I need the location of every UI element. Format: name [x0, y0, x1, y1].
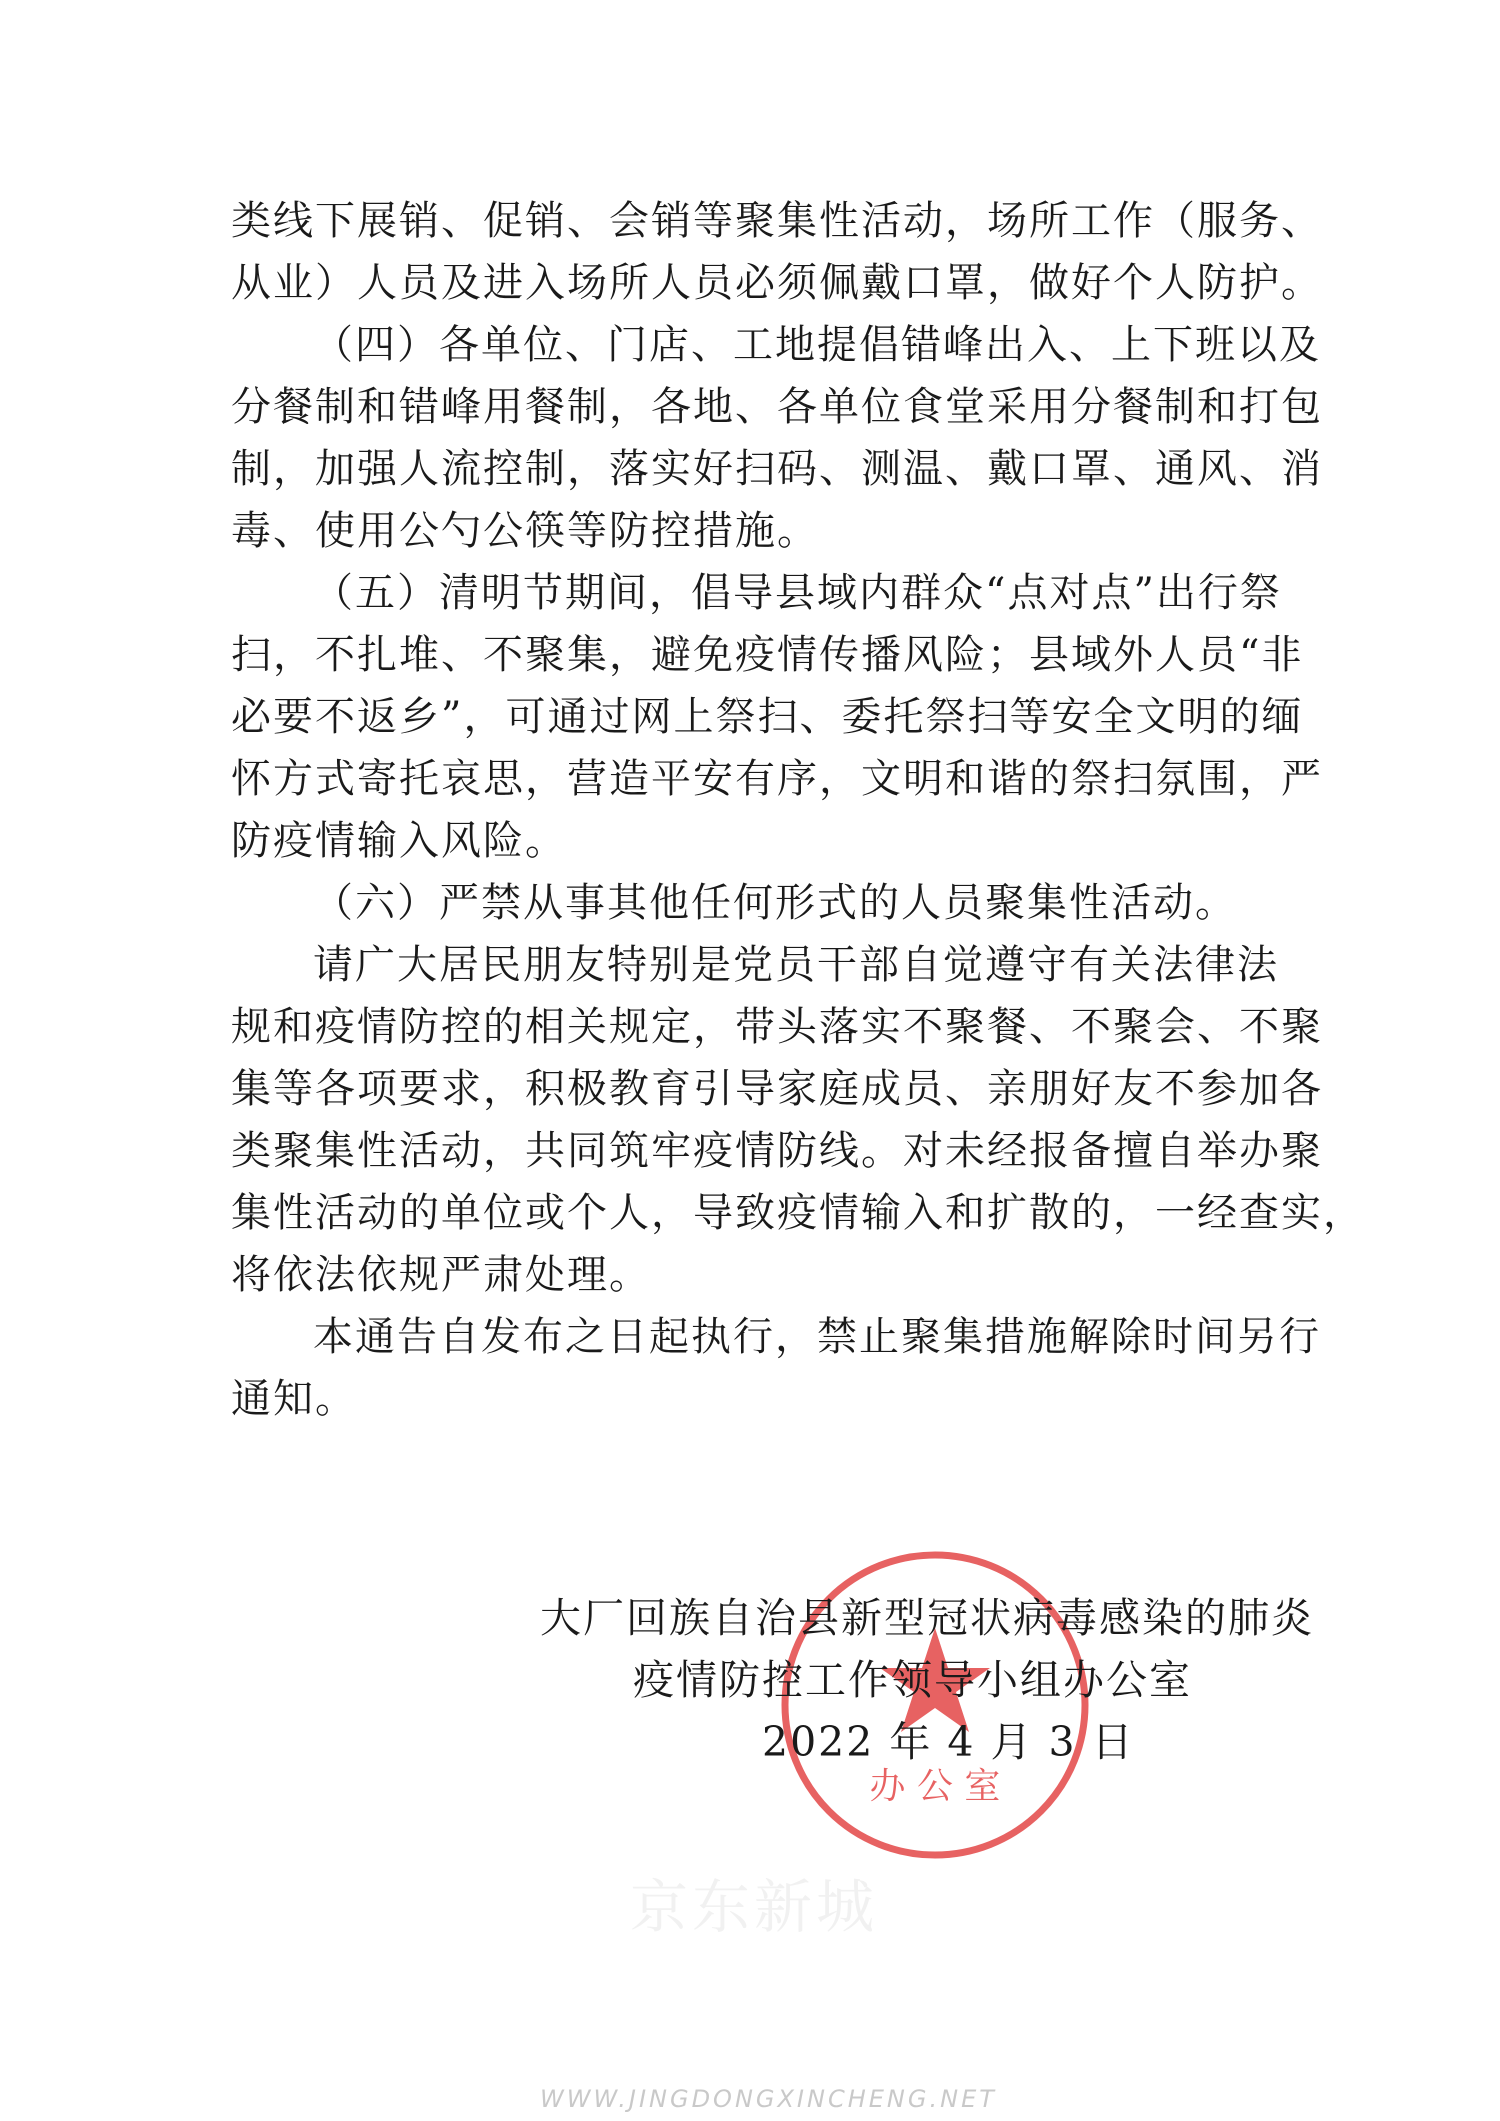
watermark-middle: 京东新城 — [630, 1873, 879, 1941]
text-line: 类线下展销、促销、会销等聚集性活动，场所工作（服务、 — [231, 198, 1323, 244]
text-line: 集等各项要求，积极教育引导家庭成员、亲朋好友不参加各 — [231, 1066, 1323, 1112]
text-line: 集性活动的单位或个人，导致疫情输入和扩散的，一经查实， — [231, 1190, 1365, 1236]
text-line: （四）各单位、门店、工地提倡错峰出入、上下班以及 — [313, 322, 1321, 368]
text-line: 制，加强人流控制，落实好扫码、测温、戴口罩、通风、消 — [231, 446, 1323, 492]
text-line: 分餐制和错峰用餐制，各地、各单位食堂采用分餐制和打包 — [231, 384, 1323, 430]
text-line: 从业）人员及进入场所人员必须佩戴口罩，做好个人防护。 — [231, 260, 1323, 306]
issuing-organization-line1: 大厂回族自治县新型冠状病毒感染的肺炎 — [540, 1594, 1314, 1642]
notice-body — [231, 190, 1365, 1430]
text-line: 扫，不扎堆、不聚集，避免疫情传播风险；县域外人员“非 — [231, 632, 1304, 678]
text-line: 毒、使用公勺公筷等防控措施。 — [231, 508, 819, 554]
text-line: 本通告自发布之日起执行，禁止聚集措施解除时间另行 — [313, 1314, 1321, 1360]
text-line: 必要不返乡”，可通过网上祭扫、委托祭扫等安全文明的缅 — [231, 694, 1304, 740]
text-line: 规和疫情防控的相关规定，带头落实不聚餐、不聚会、不聚 — [231, 1004, 1323, 1050]
watermark-url: WWW.JINGDONGXINCHENG.NET — [540, 2085, 997, 2113]
text-line: 通知。 — [231, 1376, 357, 1422]
text-line: 类聚集性活动，共同筑牢疫情防线。对未经报备擅自举办聚 — [231, 1128, 1323, 1174]
text-line: 防疫情输入风险。 — [231, 818, 567, 864]
issue-date: 2022 年 4 月 3 日 — [762, 1718, 1135, 1766]
seal-text: 办 公 室 — [869, 1766, 1001, 1807]
text-line: 请广大居民朋友特别是党员干部自觉遵守有关法律法 — [313, 942, 1279, 988]
issuing-organization-line2: 疫情防控工作领导小组办公室 — [633, 1656, 1192, 1704]
text-line: 将依法依规严肃处理。 — [231, 1252, 651, 1298]
text-line: 怀方式寄托哀思，营造平安有序，文明和谐的祭扫氛围，严 — [231, 756, 1323, 802]
text-line: （五）清明节期间，倡导县域内群众“点对点”出行祭 — [313, 570, 1282, 616]
text-line: （六）严禁从事其他任何形式的人员聚集性活动。 — [313, 880, 1237, 926]
